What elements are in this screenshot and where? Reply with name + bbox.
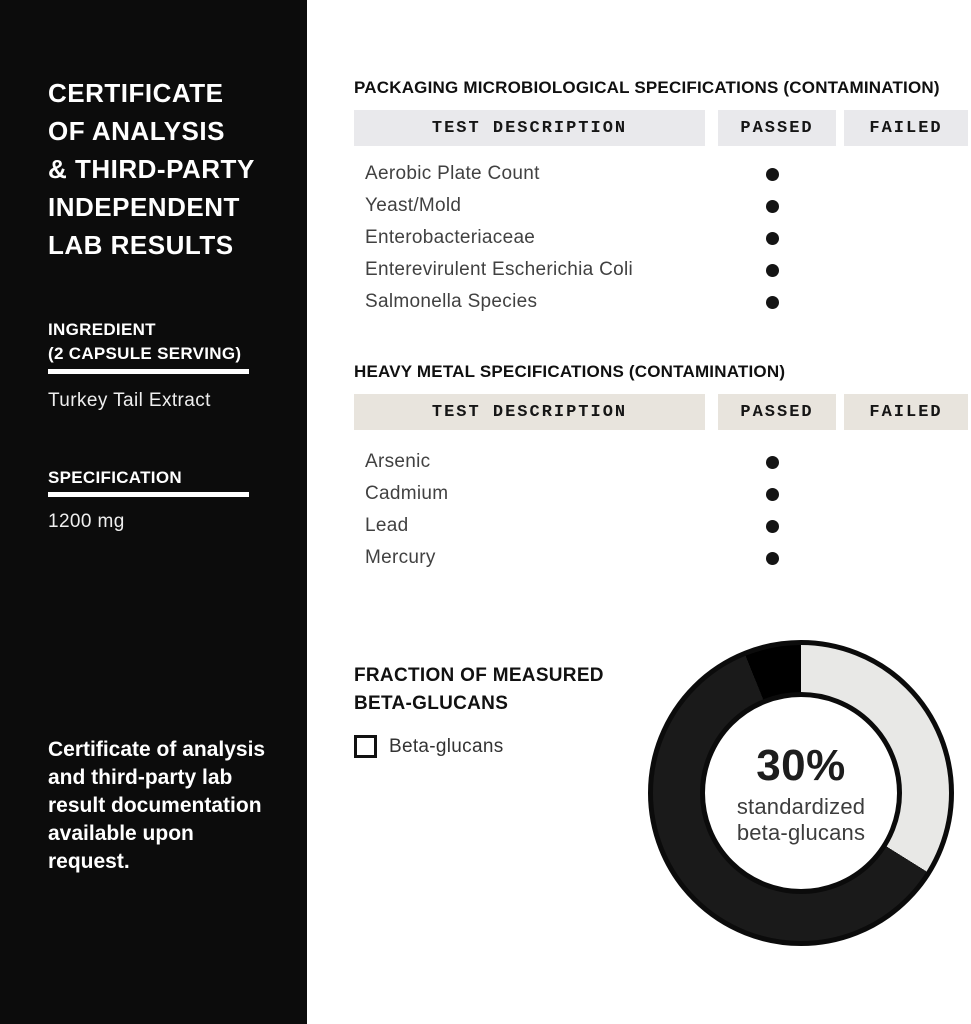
divider-bar <box>48 369 249 374</box>
table-row <box>354 254 968 286</box>
passed-dot <box>766 296 779 309</box>
table-row <box>354 446 968 478</box>
column-header-test: TEST DESCRIPTION <box>354 394 705 430</box>
column-header-test: TEST DESCRIPTION <box>354 110 705 146</box>
table2-body <box>354 446 968 574</box>
ingredient-label <box>48 318 241 366</box>
page-title-line: INDEPENDENT <box>48 192 240 222</box>
test-name: Yeast/Mold <box>365 195 462 216</box>
donut-center <box>700 692 902 894</box>
test-name: Lead <box>365 515 409 536</box>
availability-note: Certificate of analysis and third-party lab result documentation available upon request. <box>48 738 266 873</box>
specification-value: 1200 mg <box>48 511 125 532</box>
test-name: Salmonella Species <box>365 291 538 312</box>
divider-bar <box>48 492 249 497</box>
donut-caption <box>737 794 865 846</box>
page-title-line: OF ANALYSIS <box>48 116 225 146</box>
test-name: Aerobic Plate Count <box>365 163 540 184</box>
legend-label: Beta-glucans <box>389 735 504 757</box>
table2-title: HEAVY METAL SPECIFICATIONS (CONTAMINATION) <box>354 362 786 381</box>
test-name: Enterobacteriaceae <box>365 227 536 248</box>
legend-swatch <box>354 735 377 758</box>
fraction-section-title <box>354 662 604 718</box>
passed-dot <box>766 456 779 469</box>
donut-caption-line: standardized <box>736 793 866 819</box>
ingredient-label-line: INGREDIENT <box>48 320 156 339</box>
column-header-passed: PASSED <box>718 110 836 146</box>
sidebar <box>0 0 307 1024</box>
page-title-line: CERTIFICATE <box>48 78 224 108</box>
donut-percentage: 30% <box>756 740 846 790</box>
passed-dot <box>766 168 779 181</box>
column-header-failed: FAILED <box>844 110 968 146</box>
table1-body <box>354 158 968 318</box>
test-name: Mercury <box>365 547 436 568</box>
table-row <box>354 286 968 318</box>
test-name: Arsenic <box>365 451 431 472</box>
table-row <box>354 222 968 254</box>
fraction-title-line: BETA-GLUCANS <box>354 693 509 714</box>
table-row <box>354 478 968 510</box>
passed-dot <box>766 520 779 533</box>
page-title <box>48 74 255 264</box>
donut-chart <box>648 640 954 946</box>
passed-dot <box>766 552 779 565</box>
chart-legend <box>354 735 504 758</box>
test-name: Enterevirulent Escherichia Coli <box>365 259 634 280</box>
passed-dot <box>766 200 779 213</box>
passed-dot <box>766 488 779 501</box>
table-row <box>354 510 968 542</box>
fraction-title-line: FRACTION OF MEASURED <box>354 665 604 686</box>
table1-title: PACKAGING MICROBIOLOGICAL SPECIFICATIONS (CONTAMINATION) <box>354 78 940 97</box>
table-row <box>354 158 968 190</box>
donut-caption-line: beta-glucans <box>736 819 866 845</box>
table-row <box>354 542 968 574</box>
column-header-passed: PASSED <box>718 394 836 430</box>
table2-header <box>354 394 968 430</box>
page-title-line: & THIRD-PARTY <box>48 154 255 184</box>
passed-dot <box>766 264 779 277</box>
table-row <box>354 190 968 222</box>
page-title-line: LAB RESULTS <box>48 230 234 260</box>
table1-header <box>354 110 968 146</box>
specification-label: SPECIFICATION <box>48 468 182 487</box>
test-name: Cadmium <box>365 483 449 504</box>
column-header-failed: FAILED <box>844 394 968 430</box>
passed-dot <box>766 232 779 245</box>
ingredient-value: Turkey Tail Extract <box>48 390 211 411</box>
ingredient-label-line: (2 CAPSULE SERVING) <box>48 344 242 363</box>
